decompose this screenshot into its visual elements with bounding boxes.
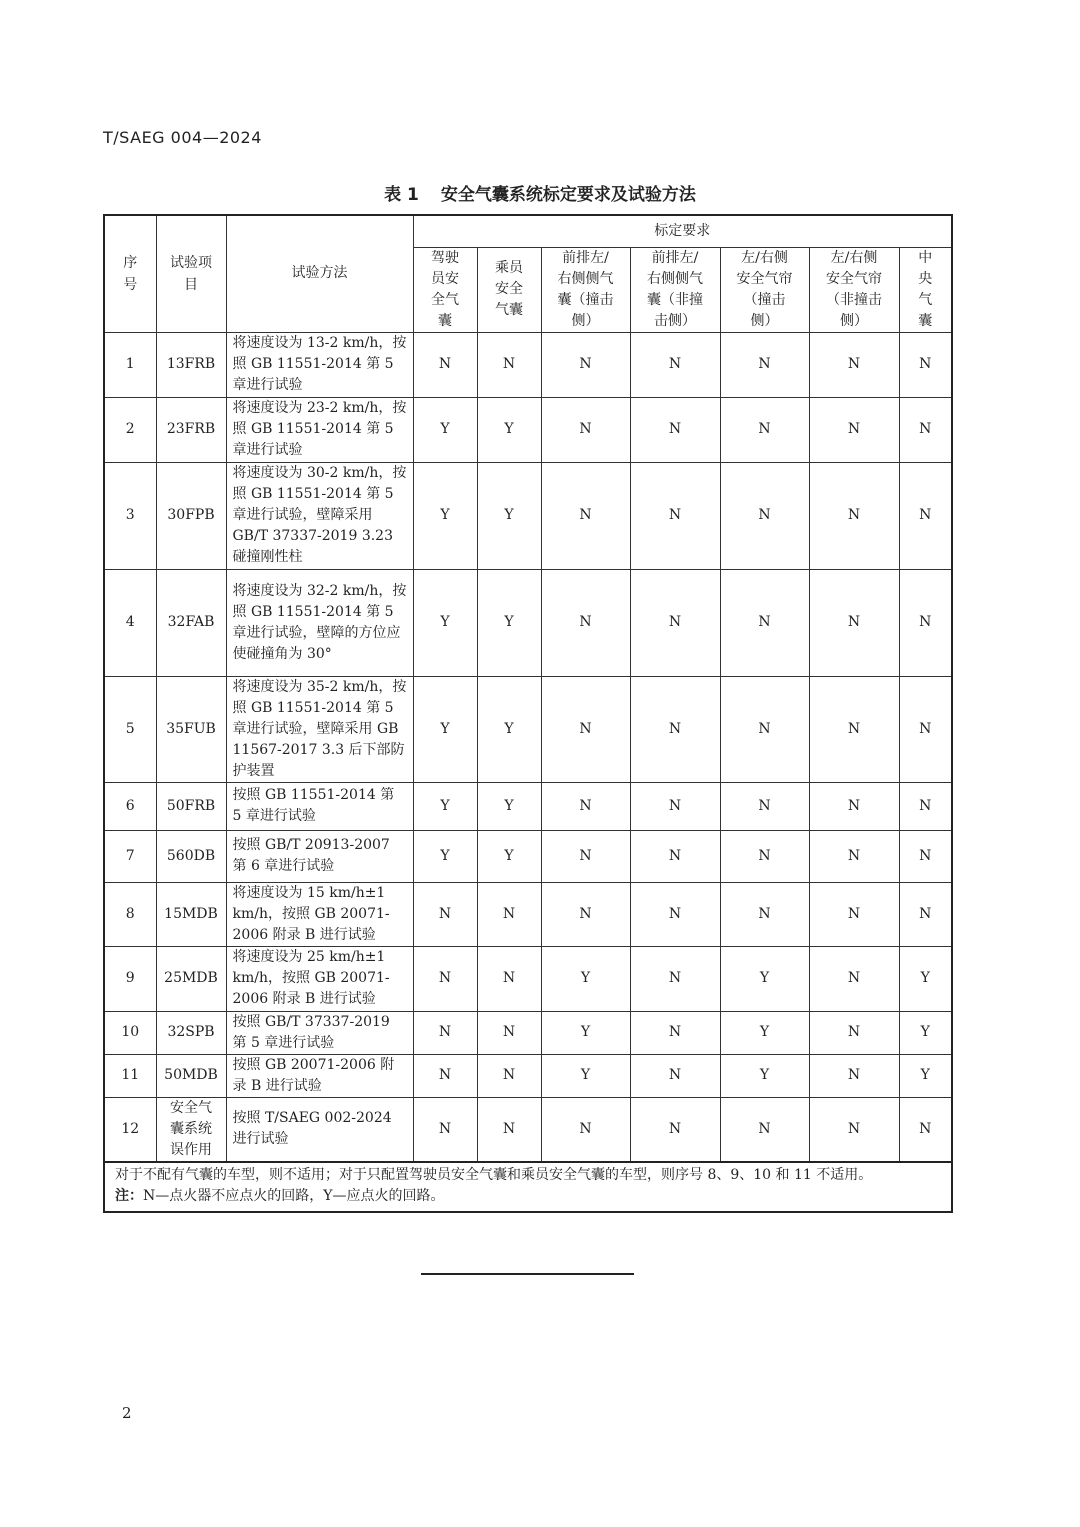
passenger-cell: Y xyxy=(477,830,541,882)
note-text: N—点火器不应点火的回路，Y—应点火的回路。 xyxy=(143,1188,445,1204)
method-cell: 将速度设为 15 km/h±1 km/h，按照 GB 20071-2006 附录 B 进行试验 xyxy=(226,882,413,946)
driver-cell: N xyxy=(413,946,477,1011)
method-cell: 按照 GB/T 20913-2007 第 6 章进行试验 xyxy=(226,830,413,882)
header-curtain-impact: 左/右侧安全气帘（撞击侧） xyxy=(720,247,809,332)
table-row xyxy=(104,782,952,830)
table-row xyxy=(104,462,952,569)
item-cell: 23FRB xyxy=(156,397,226,462)
method-cell: 将速度设为 35-2 km/h，按照 GB 11551-2014 第 5 章进行试验，壁障采用 GB 11567-2017 3.3 后下部防护装置 xyxy=(226,676,413,782)
front-side-impact-cell: N xyxy=(541,332,630,397)
header-front-side-airbag-nonimpact: 前排左/右侧侧气囊（非撞击侧） xyxy=(630,247,720,332)
table-footnote xyxy=(104,1162,952,1212)
header-driver-airbag: 驾驶员安全气囊 xyxy=(413,247,477,332)
front-side-nonimpact-cell: N xyxy=(630,1011,720,1054)
front-side-impact-cell: N xyxy=(541,830,630,882)
seq-cell: 9 xyxy=(104,946,156,1011)
driver-cell: N xyxy=(413,882,477,946)
front-side-impact-cell: N xyxy=(541,1097,630,1162)
header-item: 试验项目 xyxy=(156,215,226,332)
center-cell: N xyxy=(899,569,952,676)
center-cell: N xyxy=(899,332,952,397)
driver-cell: N xyxy=(413,1097,477,1162)
table-row xyxy=(104,397,952,462)
item-cell: 15MDB xyxy=(156,882,226,946)
legend-note xyxy=(115,1186,941,1207)
method-cell: 将速度设为 32-2 km/h，按照 GB 11551-2014 第 5 章进行试验，壁障的方位应使碰撞角为 30° xyxy=(226,569,413,676)
front-side-nonimpact-cell: N xyxy=(630,676,720,782)
table-row xyxy=(104,882,952,946)
curtain-nonimpact-cell: N xyxy=(809,676,899,782)
front-side-nonimpact-cell: N xyxy=(630,462,720,569)
curtain-nonimpact-cell: N xyxy=(809,1054,899,1097)
front-side-impact-cell: N xyxy=(541,782,630,830)
center-cell: Y xyxy=(899,1054,952,1097)
calibration-table xyxy=(103,214,953,1213)
seq-cell: 3 xyxy=(104,462,156,569)
method-cell: 将速度设为 30-2 km/h，按照 GB 11551-2014 第 5 章进行试验，壁障采用 GB/T 37337-2019 3.23 碰撞刚性柱 xyxy=(226,462,413,569)
end-of-table-rule xyxy=(421,1273,634,1275)
front-side-nonimpact-cell: N xyxy=(630,569,720,676)
front-side-nonimpact-cell: N xyxy=(630,946,720,1011)
header-passenger-airbag: 乘员安全气囊 xyxy=(477,247,541,332)
method-cell: 按照 GB 11551-2014 第 5 章进行试验 xyxy=(226,782,413,830)
passenger-cell: Y xyxy=(477,676,541,782)
method-cell: 将速度设为 13-2 km/h，按照 GB 11551-2014 第 5 章进行试验 xyxy=(226,332,413,397)
curtain-impact-cell: N xyxy=(720,1097,809,1162)
center-cell: N xyxy=(899,782,952,830)
driver-cell: Y xyxy=(413,397,477,462)
seq-cell: 11 xyxy=(104,1054,156,1097)
applicability-note: 对于不配有气囊的车型，则不适用；对于只配置驾驶员安全气囊和乘员安全气囊的车型，则序号 8、9、10 和 11 不适用。 xyxy=(115,1167,873,1183)
method-cell: 将速度设为 23-2 km/h，按照 GB 11551-2014 第 5 章进行试验 xyxy=(226,397,413,462)
center-cell: Y xyxy=(899,1011,952,1054)
seq-cell: 10 xyxy=(104,1011,156,1054)
driver-cell: N xyxy=(413,1054,477,1097)
method-cell: 按照 T/SAEG 002-2024 进行试验 xyxy=(226,1097,413,1162)
front-side-impact-cell: N xyxy=(541,882,630,946)
seq-cell: 6 xyxy=(104,782,156,830)
driver-cell: Y xyxy=(413,830,477,882)
document-code: T/SAEG 004—2024 xyxy=(103,128,262,147)
table-row xyxy=(104,569,952,676)
table-row xyxy=(104,830,952,882)
table-number: 表 1 xyxy=(384,185,419,205)
front-side-nonimpact-cell: N xyxy=(630,332,720,397)
front-side-nonimpact-cell: N xyxy=(630,782,720,830)
center-cell: N xyxy=(899,830,952,882)
header-calibration: 标定要求 xyxy=(413,215,952,247)
passenger-cell: Y xyxy=(477,397,541,462)
table-row xyxy=(104,676,952,782)
page-number: 2 xyxy=(122,1404,132,1422)
table-row xyxy=(104,1054,952,1097)
center-cell: N xyxy=(899,676,952,782)
curtain-impact-cell: N xyxy=(720,332,809,397)
front-side-impact-cell: Y xyxy=(541,1054,630,1097)
curtain-nonimpact-cell: N xyxy=(809,1097,899,1162)
front-side-impact-cell: Y xyxy=(541,946,630,1011)
passenger-cell: Y xyxy=(477,782,541,830)
header-curtain-nonimpact: 左/右侧安全气帘（非撞击侧） xyxy=(809,247,899,332)
driver-cell: Y xyxy=(413,462,477,569)
item-cell: 35FUB xyxy=(156,676,226,782)
driver-cell: Y xyxy=(413,782,477,830)
driver-cell: N xyxy=(413,332,477,397)
center-cell: N xyxy=(899,882,952,946)
header-front-side-airbag-impact: 前排左/右侧侧气囊（撞击侧） xyxy=(541,247,630,332)
table-caption xyxy=(0,180,1080,205)
passenger-cell: N xyxy=(477,332,541,397)
curtain-impact-cell: N xyxy=(720,569,809,676)
curtain-impact-cell: Y xyxy=(720,946,809,1011)
passenger-cell: N xyxy=(477,1011,541,1054)
table-row xyxy=(104,332,952,397)
curtain-nonimpact-cell: N xyxy=(809,782,899,830)
passenger-cell: Y xyxy=(477,569,541,676)
driver-cell: Y xyxy=(413,569,477,676)
seq-cell: 8 xyxy=(104,882,156,946)
passenger-cell: N xyxy=(477,1054,541,1097)
item-cell: 13FRB xyxy=(156,332,226,397)
item-cell: 32FAB xyxy=(156,569,226,676)
seq-cell: 2 xyxy=(104,397,156,462)
curtain-impact-cell: N xyxy=(720,782,809,830)
item-cell: 30FPB xyxy=(156,462,226,569)
curtain-impact-cell: Y xyxy=(720,1054,809,1097)
curtain-nonimpact-cell: N xyxy=(809,1011,899,1054)
curtain-impact-cell: N xyxy=(720,882,809,946)
item-cell: 560DB xyxy=(156,830,226,882)
passenger-cell: N xyxy=(477,1097,541,1162)
seq-cell: 4 xyxy=(104,569,156,676)
curtain-impact-cell: N xyxy=(720,397,809,462)
curtain-impact-cell: N xyxy=(720,462,809,569)
curtain-nonimpact-cell: N xyxy=(809,882,899,946)
center-cell: N xyxy=(899,397,952,462)
front-side-nonimpact-cell: N xyxy=(630,397,720,462)
passenger-cell: N xyxy=(477,946,541,1011)
curtain-nonimpact-cell: N xyxy=(809,332,899,397)
center-cell: N xyxy=(899,1097,952,1162)
note-label: 注： xyxy=(115,1188,143,1204)
passenger-cell: N xyxy=(477,882,541,946)
driver-cell: Y xyxy=(413,676,477,782)
method-cell: 将速度设为 25 km/h±1 km/h，按照 GB 20071-2006 附录 B 进行试验 xyxy=(226,946,413,1011)
center-cell: Y xyxy=(899,946,952,1011)
curtain-nonimpact-cell: N xyxy=(809,462,899,569)
table-row xyxy=(104,1097,952,1162)
item-cell: 32SPB xyxy=(156,1011,226,1054)
item-cell: 25MDB xyxy=(156,946,226,1011)
seq-cell: 5 xyxy=(104,676,156,782)
seq-cell: 7 xyxy=(104,830,156,882)
curtain-nonimpact-cell: N xyxy=(809,946,899,1011)
table-row xyxy=(104,946,952,1011)
center-cell: N xyxy=(899,462,952,569)
method-cell: 按照 GB/T 37337-2019 第 5 章进行试验 xyxy=(226,1011,413,1054)
front-side-impact-cell: Y xyxy=(541,1011,630,1054)
front-side-nonimpact-cell: N xyxy=(630,830,720,882)
driver-cell: N xyxy=(413,1011,477,1054)
front-side-impact-cell: N xyxy=(541,676,630,782)
curtain-impact-cell: Y xyxy=(720,1011,809,1054)
header-center-airbag: 中央气囊 xyxy=(899,247,952,332)
curtain-impact-cell: N xyxy=(720,676,809,782)
front-side-nonimpact-cell: N xyxy=(630,882,720,946)
item-cell: 安全气囊系统误作用 xyxy=(156,1097,226,1162)
curtain-nonimpact-cell: N xyxy=(809,397,899,462)
table-footnote-row xyxy=(104,1162,952,1212)
front-side-impact-cell: N xyxy=(541,462,630,569)
curtain-nonimpact-cell: N xyxy=(809,569,899,676)
table-row xyxy=(104,1011,952,1054)
curtain-impact-cell: N xyxy=(720,830,809,882)
front-side-nonimpact-cell: N xyxy=(630,1054,720,1097)
passenger-cell: Y xyxy=(477,462,541,569)
front-side-nonimpact-cell: N xyxy=(630,1097,720,1162)
header-seq: 序号 xyxy=(104,215,156,332)
table-title: 安全气囊系统标定要求及试验方法 xyxy=(440,185,696,205)
seq-cell: 12 xyxy=(104,1097,156,1162)
item-cell: 50FRB xyxy=(156,782,226,830)
seq-cell: 1 xyxy=(104,332,156,397)
front-side-impact-cell: N xyxy=(541,569,630,676)
item-cell: 50MDB xyxy=(156,1054,226,1097)
front-side-impact-cell: N xyxy=(541,397,630,462)
header-method: 试验方法 xyxy=(226,215,413,332)
method-cell: 按照 GB 20071-2006 附录 B 进行试验 xyxy=(226,1054,413,1097)
curtain-nonimpact-cell: N xyxy=(809,830,899,882)
